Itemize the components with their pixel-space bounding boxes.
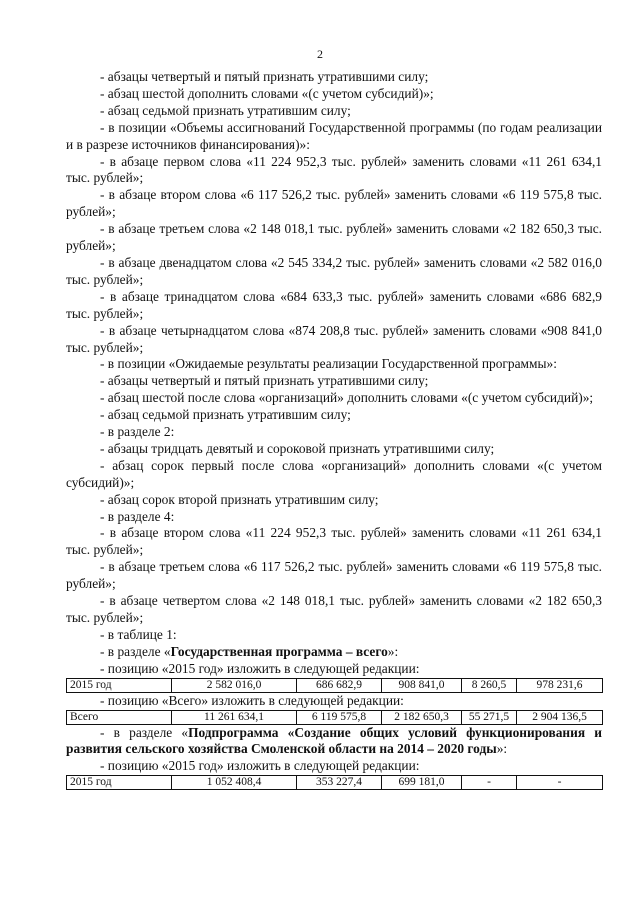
paragraph: - позицию «2015 год» изложить в следующей редакции:	[100, 660, 420, 676]
paragraph: - в абзаце втором слова «11 224 952,3 тыс. рублей» заменить словами «11 261 634,1 тыс. рублей»;	[66, 525, 602, 558]
paragraph: - в абзаце двенадцатом слова «2 545 334,2 тыс. рублей» заменить словами «2 582 016,0 тыс. рублей»;	[66, 254, 602, 287]
table-row	[67, 678, 603, 692]
table-cell: 2015 год	[67, 776, 172, 790]
data-table	[66, 775, 603, 790]
paragraph: - позицию «2015 год» изложить в следующей редакции:	[100, 758, 420, 774]
table-cell: -	[462, 776, 517, 790]
table-cell: 978 231,6	[517, 678, 603, 692]
table-cell: 1 052 408,4	[172, 776, 297, 790]
table-cell: 11 261 634,1	[172, 710, 297, 724]
table-cell: 2 182 650,3	[382, 710, 462, 724]
paragraph: - абзац седьмой признать утратившим силу;	[100, 102, 351, 118]
table-row	[67, 776, 603, 790]
table-row	[67, 710, 603, 724]
paragraph: - в абзаце четвертом слова «2 148 018,1 тыс. рублей» заменить словами «2 182 650,3 тыс. рублей»;	[66, 593, 602, 625]
document-body	[66, 69, 602, 790]
table-cell: 2 904 136,5	[517, 710, 603, 724]
paragraph: - в абзаце первом слова «11 224 952,3 тыс. рублей» заменить словами «11 261 634,1 тыс. рублей»;	[66, 153, 602, 186]
paragraph: - абзац шестой дополнить словами «(с учетом субсидий)»;	[100, 85, 434, 101]
table-cell: -	[517, 776, 603, 790]
paragraph: - абзац шестой после слова «организаций» дополнить словами «(с учетом субсидий)»;	[100, 390, 594, 406]
table-cell: 908 841,0	[382, 678, 462, 692]
paragraph: - в разделе 2:	[100, 424, 175, 440]
table-cell: 2015 год	[67, 678, 172, 692]
paragraph: - абзац сорок первый после слова «организаций» дополнить словами «(с учетом субсидий)»;	[66, 457, 602, 490]
paragraph: - в разделе 4:	[100, 508, 175, 524]
paragraph: - в позиции «Объемы ассигнований Государственной программы (по годам реализации и в разрезе источников финансирования)»:	[66, 119, 602, 152]
paragraph: - в таблице 1:	[100, 626, 177, 642]
paragraph: - абзац седьмой признать утратившим силу;	[100, 407, 351, 423]
section-heading: - в разделе «Государственная программа – всего»:	[100, 643, 399, 659]
paragraph: - в абзаце четырнадцатом слова «874 208,8 тыс. рублей» заменить словами «908 841,0 тыс. рублей»;	[66, 322, 602, 355]
paragraph: - в абзаце тринадцатом слова «684 633,3 тыс. рублей» заменить словами «686 682,9 тыс. рублей»;	[66, 288, 602, 321]
table-cell: 55 271,5	[462, 710, 517, 724]
table-cell: 8 260,5	[462, 678, 517, 692]
paragraph: - в позиции «Ожидаемые результаты реализации Государственной программы»:	[100, 356, 557, 372]
paragraph: - позицию «Всего» изложить в следующей редакции:	[100, 692, 404, 708]
paragraph: - абзац сорок второй признать утратившим силу;	[100, 491, 379, 507]
data-table	[66, 678, 603, 693]
table-cell: 699 181,0	[382, 776, 462, 790]
paragraph: - абзацы тридцать девятый и сороковой признать утратившими силу;	[100, 440, 495, 456]
paragraph: - абзацы четвертый и пятый признать утратившими силу;	[100, 373, 429, 389]
paragraph: - в абзаце третьем слова «2 148 018,1 тыс. рублей» заменить словами «2 182 650,3 тыс. рублей»;	[66, 221, 602, 254]
paragraph: - в абзаце третьем слова «6 117 526,2 тыс. рублей» заменить словами «6 119 575,8 тыс. рублей»;	[66, 559, 602, 592]
paragraph: - в абзаце втором слова «6 117 526,2 тыс. рублей» заменить словами «6 119 575,8 тыс. рублей»;	[66, 187, 602, 220]
table-cell: 686 682,9	[297, 678, 382, 692]
page-number: 2	[317, 47, 323, 61]
table-cell: 6 119 575,8	[297, 710, 382, 724]
table-cell: 353 227,4	[297, 776, 382, 790]
section-heading: - в разделе «Подпрограмма «Создание общих условий функционирования и развития сельского хозяйства Смоленской области на 2014 – 2020 годы»:	[66, 724, 602, 757]
paragraph: - абзацы четвертый и пятый признать утратившими силу;	[100, 69, 429, 84]
data-table	[66, 710, 603, 725]
table-cell: Всего	[67, 710, 172, 724]
table-cell: 2 582 016,0	[172, 678, 297, 692]
